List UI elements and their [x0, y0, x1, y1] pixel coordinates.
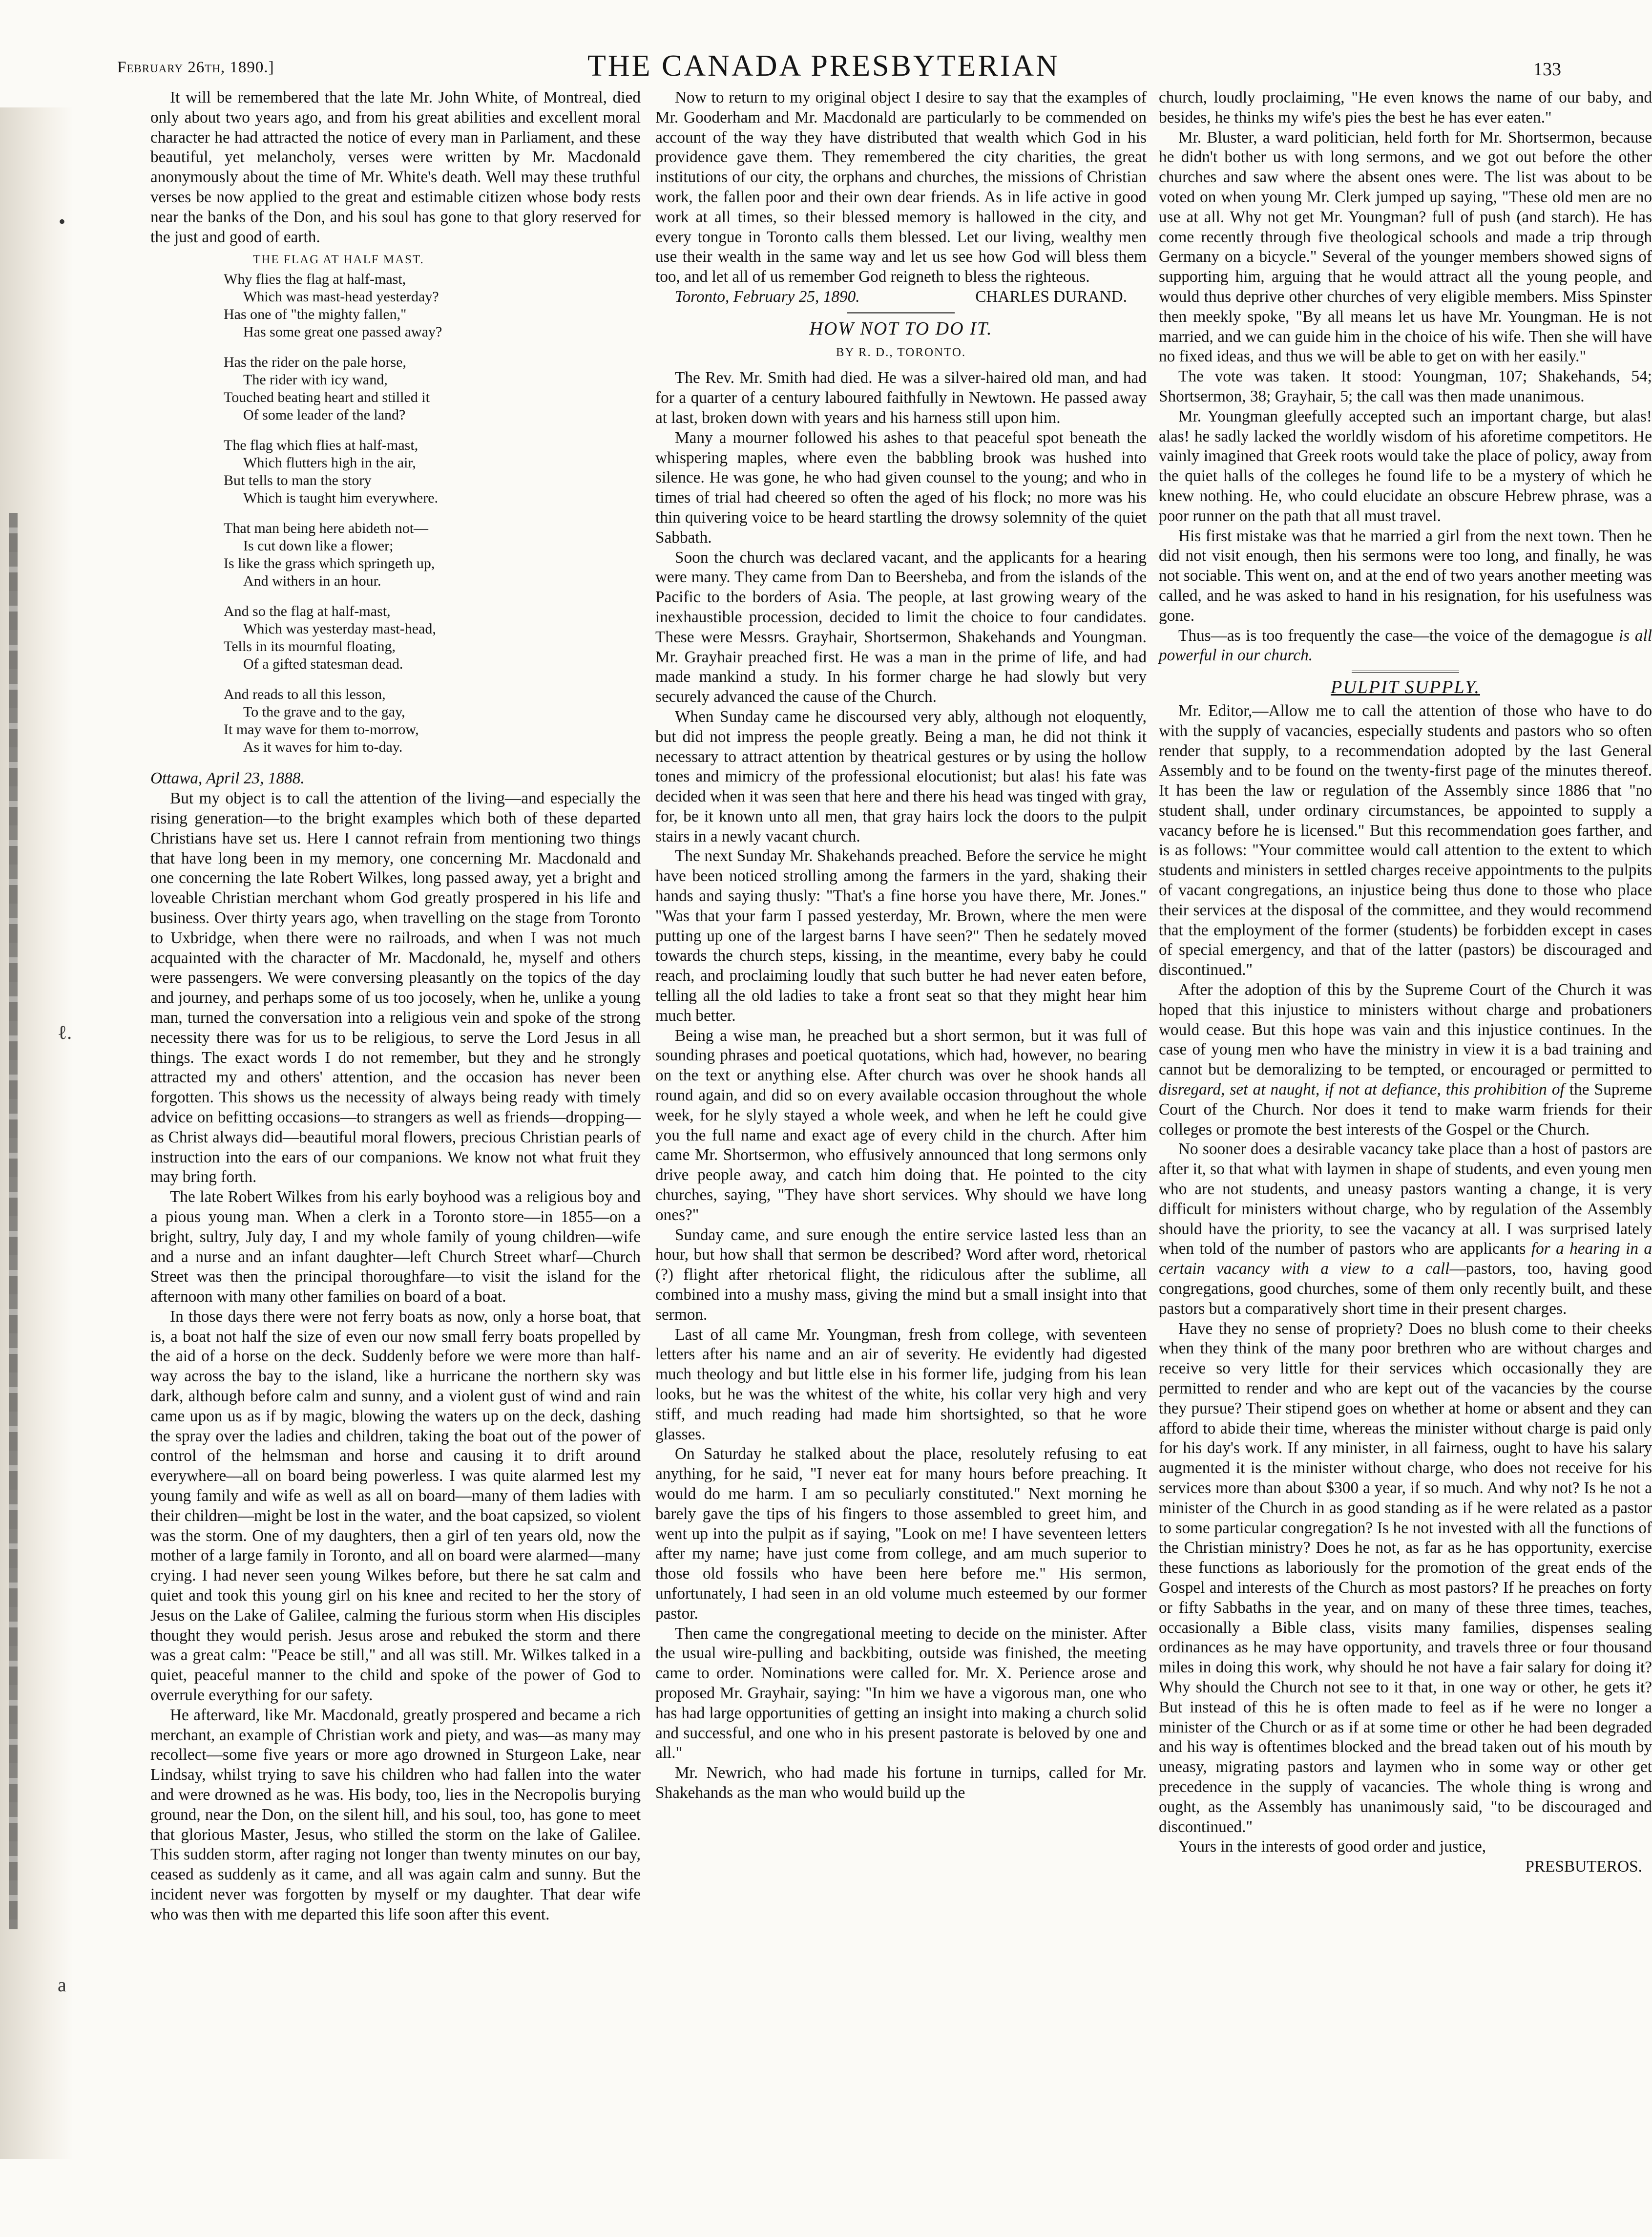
author-name: CHARLES DURAND.: [975, 287, 1127, 306]
paragraph: The next Sunday Mr. Shakehands preached. Before the service he might have been noticed strolling among the farmers in the yard, shaking their hands and saying thusly: "That's a fine horse you have there, Mr. Jones." "Was that your farm I passed yesterday, Mr. Brown, where the men were putting up one of the largest barns I have seen?" Then he sedately moved towards the church steps, kissing, in the meantime, every baby he could reach, and proclaiming loudly that such butter he had never eaten before, telling all the old ladies to take a front seat so that they might hear him much better.: [655, 847, 1147, 1025]
dateline: Toronto, February 25, 1890.: [675, 287, 860, 306]
paragraph: Mr. Youngman gleefully accepted such an important charge, but alas! alas! he sadly lacked the worldly wisdom of his aforetime competitors. He vainly imagined that Greek roots would take the place of policy, away from the quiet halls of the colleges he found life to be a mystery of which he knew nothing. He, who could elucidate an obscure Hebrew phrase, was a poor runner on the path that all must travel.: [1159, 407, 1652, 525]
paragraph: Sunday came, and sure enough the entire service lasted less than an hour, but how shall that sermon be described? Word after word, rhetorical (?) flight after rhetorical flight, the ridiculous after the sublime, all combined into a mushy mass, giving the mind but a small insight into that sermon.: [655, 1225, 1147, 1324]
paragraph: Mr. Newrich, who had made his fortune in turnips, called for Mr. Shakehands as the man who would build up the: [655, 1764, 1147, 1802]
margin-mark: ℓ.: [58, 1021, 72, 1043]
poem-line: Tells in its mournful floating,: [224, 638, 396, 655]
poem-line: And so the flag at half-mast,: [224, 603, 391, 620]
poem-line: That man being here abideth not—: [224, 520, 429, 537]
poem-dateline: Ottawa, April 23, 1888.: [150, 769, 305, 788]
article-signoff: [655, 287, 1147, 307]
paragraph: The vote was taken. It stood: Youngman, 107; Shakehands, 54; Shortsermon, 38; Grayhair, 5; the call was then made unanimous.: [1159, 367, 1652, 405]
paragraph: His first mistake was that he married a girl from the next town. Then he did not visit enough, then his sermons were too long, and finally, he was not sociable. This went on, and at the end of two years another meeting was called, and he was asked to hand in his resignation, for his usefulness was gone.: [1159, 527, 1652, 625]
margin-mark: a: [58, 1974, 66, 1996]
poem-stanza: [224, 437, 641, 507]
poem-line: Which flutters high in the air,: [243, 455, 416, 471]
poem-line: Which is taught him everywhere.: [243, 490, 439, 506]
article-byline: BY R. D., TORONTO.: [836, 345, 966, 359]
poem-line: Which was mast-head yesterday?: [243, 289, 439, 305]
poem-stanza: [224, 686, 641, 756]
column-3: [1159, 88, 1652, 2232]
poem-line: Is like the grass which springeth up,: [224, 555, 435, 572]
paragraph: The Rev. Mr. Smith had died. He was a silver-haired old man, and had for a quarter of a century laboured faithfully in Newtown. He passed away at last, broken down with years and his harness still upon him.: [655, 369, 1147, 427]
paragraph: Have they no sense of propriety? Does no blush come to their cheeks when they think of the many poor brethren who are without charges and receive so very little for their services which occasionally they are permitted to render and who are kept out of the vacancies by the course they pursue? Their stipend goes on whether at home or absent and they can afford to abide their time, whereas the minister without charge is paid only for his day's work. If any minister, in all fairness, ought to have his salary augmented it is the minister without charge, who does not receive for his services more than about $300 a year, if so much. And why not? Is he not a minister of the Church in as good standing as if he were related as a pastor to some particular congregation? Is he not invested with all the functions of the Christian ministry? Does he not, as far as he has opportunity, exercise these functions as laboriously for the promotion of the great ends of the Gospel and interests of the Church as most pastors? If he preaches on forty or fifty Sabbaths in the year, and on many of these three times, teaches, occasionally a Bible class, visits many families, dispenses sealing ordinances as he may have opportunity, and travels three or four thousand miles in doing this work, why should he not have a fair salary for doing it? Why should the Church not see to it that, in one way or other, he gets it? But instead of this he is often made to feel as if he were no longer a minister of the Church or as if at some time or other he had been degraded and his way is oftentimes blocked and the bread taken out of his mouth by uneasy, migrating pastors and laymen who in some way or other get precedence in the supply of vacancies. The whole thing is wrong and ought, as the Assembly has unanimously said, "to be discouraged and discontinued.": [1159, 1319, 1652, 1836]
poem-line: It may wave for them to-morrow,: [224, 721, 419, 738]
paragraph: The late Robert Wilkes from his early boyhood was a religious boy and a pious young man. When a clerk in a Toronto store—in 1855—on a bright, sultry, July day, I and my whole family of young children—wife and a nurse and an infant daughter—left Church Street wharf—Church Street was then the principal thoroughfare—to visit the island for the afternoon with many other families on board of a boat.: [150, 1188, 641, 1306]
paragraph: On Saturday he stalked about the place, resolutely refusing to eat anything, for he said, "I never eat for many hours before preaching. It would do me harm. I am so peculiarly constituted." Next morning he barely gave the tips of his fingers to those assembled to greet him, and went up into the pulpit as if saying, "Look on me! I have seventeen letters after my name; have just come from college, and am much superior to those old fossils who have been here before me." His sermon, unfortunately, I had seen in an old volume much esteemed by our former pastor.: [655, 1445, 1147, 1623]
poem-line: And reads to all this lesson,: [224, 686, 386, 703]
paragraph: In those days there were not ferry boats as now, only a horse boat, that is, a boat not half the size of even our now small ferry boats propelled by the aid of a horse on the deck. Suddenly before we were more than half-way across the bay to the island, like a hurricane the northern sky was dark, although before calm and sunny, and a violent gust of wind and rain came upon us as if by magic, blowing the waters up on the deck, dashing the spray over the ladies and children, taking the boat out of the power of control of the helmsman and horse and causing it to drift around everywhere—all on board being powerless. I was quite alarmed lest my young family and wife as well as all on board—many of them ladies with their children—might be lost in the water, and the boat capsized, so violent was the storm. One of my daughters, then a girl of ten years old, now the mother of a large family in Toronto, and all on board were alarmed—many crying. I had never seen young Wilkes before, but there he sat calm and quiet and took this young girl on his knee and recited to her the story of Jesus on the Lake of Galilee, calming the furious storm when His disciples thought they would perish. Jesus arose and rebuked the storm and there was a great calm: "Peace be still," and all was still. Mr. Wilkes talked in a quiet, peaceful manner to the child and spoke of the power of God to overrule everything for our safety.: [150, 1307, 641, 1705]
paragraph: It will be remembered that the late Mr. John White, of Montreal, died only about two years ago, and from his great abilities and excellent moral character he had attracted the notice of every man in Parliament, and these beautiful, yet melancholy, verses were written by Mr. Macdonald anonymously about the time of Mr. White's death. Well may these truthful verses be now applied to the great and estimable citizen whose body rests near the banks of the Don, and his soul has gone to that glory reserved for the just and good of earth.: [150, 88, 641, 246]
poem-line: Is cut down like a flower;: [243, 538, 394, 554]
poem-line: The flag which flies at half-mast,: [224, 437, 418, 454]
poem-line: Touched beating heart and stilled it: [224, 389, 430, 406]
column-2: [655, 88, 1147, 2232]
text-run: Thus—as is too frequently the case—the voice of the demagogue: [1178, 626, 1619, 645]
paragraph: Many a mourner followed his ashes to that peaceful spot beneath the whispering maples, where even the babbling brook was hushed into silence. He was gone, he who had given counsel to the young; and who in times of trial had cheered so often the aged of his flock; no more was his thin quivering voice to be heard startling the drowsy solemnity of the quiet Sabbath.: [655, 428, 1147, 547]
paragraph: Last of all came Mr. Youngman, fresh from college, with seventeen letters after his name and an air of severity. He evidently had digested much theology and but little else in his former life, judging from his lean looks, but he was the whitest of the white, his collar very high and very stiff, and much reading had made him shortsighted, so that he wore glasses.: [655, 1325, 1147, 1443]
paragraph: Mr. Editor,—Allow me to call the attention of those who have to do with the supply of vacancies, especially students and pastors who so often render that supply, to a recommendation adopted by the last General Assembly and to be found on the twenty-first page of the minutes thereof. It has been the law or regulation of the Assembly since 1886 that "no student shall, under ordinary circumstances, be appointed to supply a vacancy before he is licensed." But this recommendation goes farther, and is as follows: "Your committee would call attention to the extent to which students and ministers in settled charges receive appointments to the pulpits of vacant congregations, an injustice being thus done to those who place their services at the disposal of the committee, and they would recommend that the employment of the former (students) be forbidden except in cases of special emergency, and that of the latter (pastors) be discouraged and discontinued.": [1159, 701, 1652, 979]
text-run: —pastors, too, having good congregations, good churches, some of them only recently built, and these pastors but a comparatively short time in their present charges.: [1159, 1260, 1652, 1318]
paragraph: Yours in the interests of good order and justice,: [1178, 1837, 1486, 1856]
poem-line: The rider with icy wand,: [243, 372, 388, 388]
page-number: 133: [1533, 59, 1561, 80]
text-run-italic: disregard, set at naught, if not at defiance, this prohibition of: [1159, 1080, 1565, 1099]
margin-mark: •: [59, 211, 66, 232]
text-run: No sooner does a desirable vacancy take place than a host of pastors are after it, so that what with laymen in shape of students, and even young men who are not students, and uneasy pastors wanting a change, it is very difficult for ministers without charge, who by regulation of the Assembly should have the priority, to see the vacancy at all. I was surprised lately when told of the number of pastors who are applicants: [1159, 1140, 1652, 1258]
poem-line: Has some great one passed away?: [243, 324, 442, 340]
poem-line: Of some leader of the land?: [243, 407, 406, 423]
letter-signature: PRESBUTEROS.: [1525, 1857, 1642, 1876]
paragraph: Mr. Bluster, a ward politician, held forth for Mr. Shortsermon, because he didn't bother us with long sermons, and we got out before the other churches and saw where the absent ones were. The list was about to be voted on when young Mr. Clerk jumped up saying, "These old men are no use at all. Why not get Mr. Youngman? full of push (and starch). He has come recently through five theological schools and made a trip through Germany on a bicycle." Several of the younger members showed signs of supporting him, arguing that he would attract all the young people, and would thus deprive other churches of very eligible members. Miss Spinster then meekly spoke, "By all means let us have Mr. Youngman. He is not married, and we can guide him in the choice of his wife. Then she will have no fixed ideas, and thus we will be able to get on with her easily.": [1159, 128, 1652, 366]
poem-line: Of a gifted statesman dead.: [243, 656, 403, 673]
paragraph: He afterward, like Mr. Macdonald, greatly prospered and became a rich merchant, an example of Christian work and piety, and was—as many may recollect—some five years or more ago drowned in Sturgeon Lake, near Lindsay, whilst trying to save his children who had fallen into the water and were drowned as he was. His body, too, lies in the Necropolis burying ground, near the Don, on the silent hill, and his soul, too, has gone to meet that glorious Master, Jesus, who stilled the storm on the lake of Galilee. This sudden storm, after raging not longer than twenty minutes on our bay, ceased as suddenly as it came, and all was again calm and sunny. But the incident never was forgotten by myself or my daughter. That dear wife who was then with me departed this life soon after this event.: [150, 1706, 641, 1923]
poem-stanza: [224, 603, 641, 673]
text-run-italic: for a hearing in a certain vacancy with a view to a call: [1159, 1240, 1652, 1278]
poem-title: THE FLAG AT HALF MAST.: [253, 253, 424, 267]
paragraph: [1159, 980, 1652, 1140]
poem-stanza: [224, 354, 641, 424]
poem-stanza: [224, 520, 641, 590]
paragraph: Now to return to my original object I desire to say that the examples of Mr. Gooderham and Mr. Macdonald are particularly to be commended on account of the way they have distributed that wealth which God in his providence gave them. They remembered the city charities, the great institutions of our city, the orphans and churches, the missions of Christian work, the fallen poor and their own dear friends. As in life active in good work at all times, so their blessed memory is hallowed in the city, and every tongue in Toronto calls them blessed. Let our living, wealthy men use their wealth in the same way and let us see how God will bless them too, and let all of us remember God reigneth to bless the righteous.: [655, 88, 1147, 286]
binding-spine: [9, 513, 18, 1929]
article-title: PULPIT SUPPLY.: [1331, 677, 1480, 698]
poem-line: Has the rider on the pale horse,: [224, 354, 407, 371]
page-header: [0, 0, 1647, 88]
text-run-italic: is all powerful in our church.: [1159, 626, 1652, 665]
poem-line: Has one of "the mighty fallen,": [224, 306, 407, 323]
text-run: After the adoption of this by the Supreme Court of the Church it was hoped that this injustice to ministers without charge and probationers would cease. But this hope was vain and this injustice continues. In the case of young men who have the ministry in view it is a bad training and cannot but be demoralizing to be tempted, or encouraged or permitted to: [1159, 981, 1652, 1079]
paragraph: [1159, 1140, 1652, 1319]
poem-line: As it waves for him to-day.: [243, 739, 403, 756]
section-rule: [1352, 671, 1459, 673]
text-run: the Supreme Court of the Church. Nor does it tend to make warm friends for their colleges or promote the best interests of the Gospel or the Church.: [1159, 1080, 1652, 1139]
paragraph: But my object is to call the attention of the living—and especially the rising generation—to the bright examples which both of these departed Christians have set us. Here I cannot refrain from mentioning two things that have long been in my memory, one concerning Mr. Macdonald and one concerning the late Robert Wilkes, long passed away, yet a bright and loveable Christian merchant whom God greatly prospered in his life and business. Over thirty years ago, when travelling on the stage from Toronto to Uxbridge, when there were no railroads, and when I was not much acquainted with the character of Mr. Macdonald, he, myself and others were passengers. We were conversing pleasantly on the topics of the day and journey, and perhaps some of us too jocosely, when he, unlike a young man, turned the conversation into a religious vein and spoke of the strong necessity there was for us to be religious, to serve the Lord Jesus in all things. The exact words I do not remember, but they and he strongly attracted my and others' attention, and the occasion has never been forgotten. This shows us the necessity of always being ready with timely advice on befitting occasions—to strangers as well as friends—dropping—as Christ always did—beautiful moral flowers, precious Christian pearls of instruction into the ears of our companions. We know not what fruit they may bring forth.: [150, 789, 641, 1186]
poem: [224, 251, 641, 756]
paragraph: [1159, 626, 1652, 666]
newspaper-title: THE CANADA PRESBYTERIAN: [587, 49, 1060, 83]
poem-stanza: [224, 271, 641, 341]
article-title: HOW NOT TO DO IT.: [809, 318, 993, 339]
poem-line: Which was yesterday mast-head,: [243, 621, 436, 637]
paragraph: When Sunday came he discoursed very ably, although not eloquently, but did not impress the people greatly. Being a man, he did not think it necessary to attract attention by theatrical gestures or by using the hollow tones and mimicry of the professional elocutionist; but alas! his fate was decided when it was seen that here and there his head was tinged with gray, for, be it known unto all men, that gray hairs lock the doors to the pulpit stairs in a newly vacant church.: [655, 707, 1147, 845]
paragraph: church, loudly proclaiming, "He even knows the name of our baby, and besides, he thinks my wife's pies the best he has ever eaten.": [1159, 88, 1652, 127]
paragraph: Then came the congregational meeting to decide on the minister. After the usual wire-pulling and backbiting, outside was finished, the meeting came to order. Nominations were called for. Mr. X. Perience arose and proposed Mr. Grayhair, saying: "In him we have a vigorous man, one who has had large opportunities of getting an insight into making a church solid and successful, and one who in his present pastorate is beloved by one and all.": [655, 1624, 1147, 1762]
paragraph: Soon the church was declared vacant, and the applicants for a hearing were many. They came from Dan to Beersheba, and from the islands of the Pacific to the borders of Asia. The people, at last growing weary of the inexhaustible procession, decided to limit the choice to four candidates. These were Messrs. Grayhair, Shortsermon, Shakehands and Youngman. Mr. Grayhair preached first. He was a man in the prime of life, and had made mankind a study. In his former charge he had slowly but very securely advanced the cause of the Church.: [655, 548, 1147, 706]
poem-line: Why flies the flag at half-mast,: [224, 271, 406, 288]
poem-line: And withers in an hour.: [243, 573, 381, 590]
column-1: [150, 88, 641, 2232]
poem-line: But tells to man the story: [224, 472, 372, 489]
poem-line: To the grave and to the gay,: [243, 704, 405, 720]
paragraph: Being a wise man, he preached but a short sermon, but it was full of sounding phrases and poetical quotations, which had, however, no bearing on the text or anything else. After church was over he shook hands all round again, and did so on every available occasion throughout the whole week, for he slyly stayed a whole week, and when he left he could give you the full name and exact age of every child in the church. After him came Mr. Shortsermon, who effusively announced that long sermons only drive people away, and catch him doing that. He pointed to the city churches, saying, "They have short services. Why should we have long ones?": [655, 1026, 1147, 1224]
section-rule: [847, 312, 955, 314]
issue-date: February 26th, 1890.]: [117, 59, 274, 76]
